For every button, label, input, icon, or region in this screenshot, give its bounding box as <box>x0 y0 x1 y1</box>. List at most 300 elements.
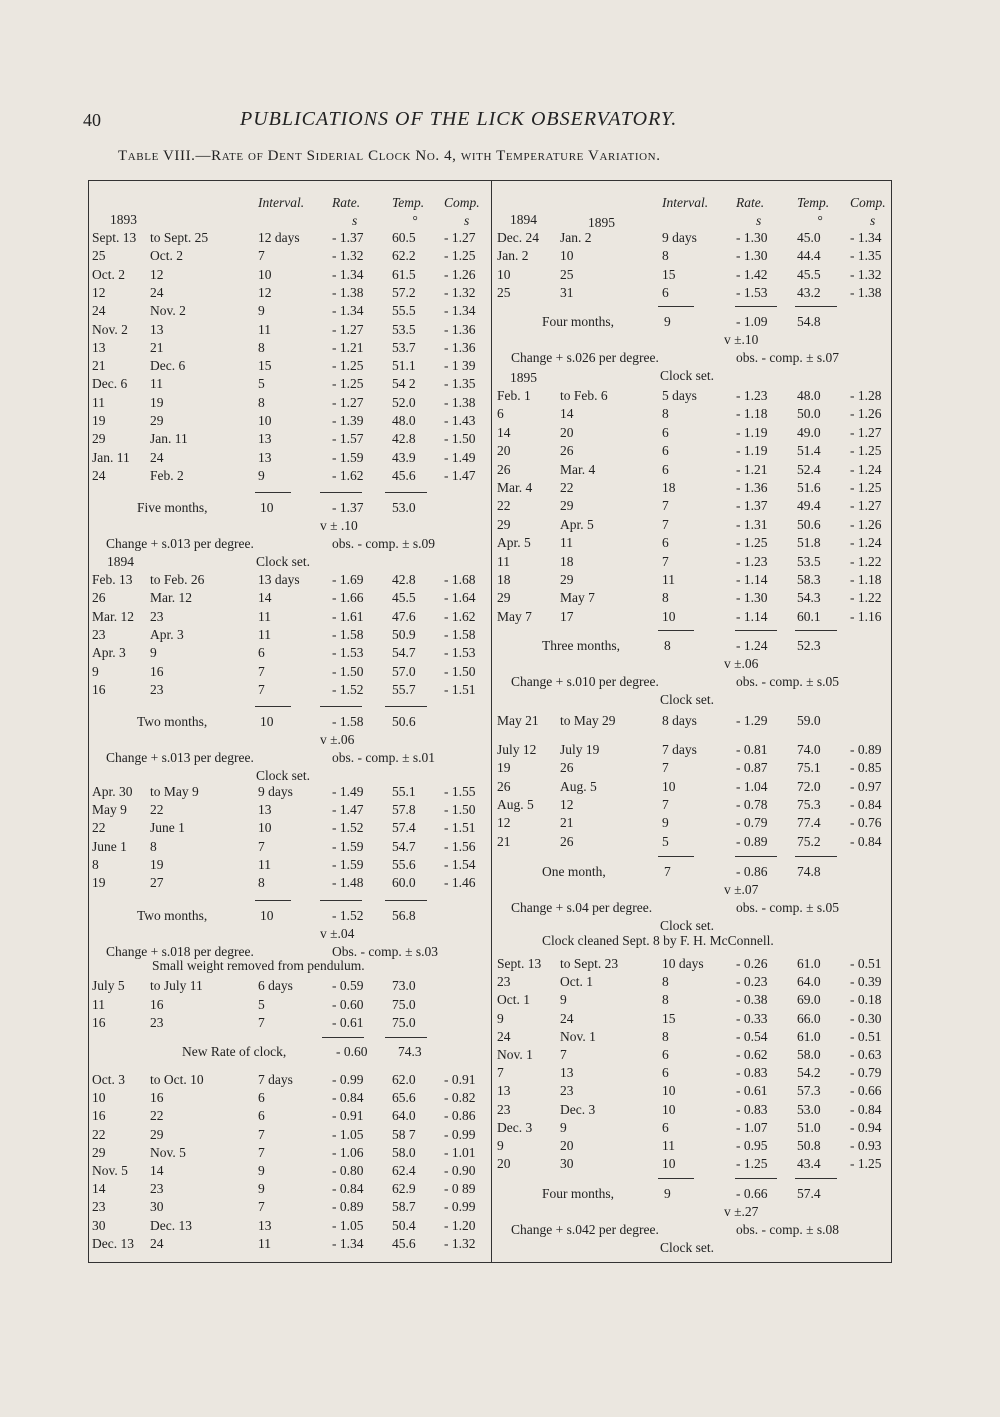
interval-cell: 8 <box>662 590 669 606</box>
from-date: 14 <box>92 1181 106 1197</box>
interval-cell: 9 days <box>662 230 697 245</box>
temp-cell: 43.2 <box>797 284 821 300</box>
year-label: 1894 <box>510 212 537 227</box>
interval-cell: 6 <box>662 443 669 459</box>
from-date: Oct. 1 <box>497 992 530 1008</box>
comp-cell: - 1.58 <box>444 626 476 642</box>
interval-cell: 5 days <box>662 388 697 403</box>
rate-cell: - 1.36 <box>736 480 768 495</box>
temp-cell: 61.0 <box>797 1028 821 1044</box>
to-date: to Sept. 25 <box>150 230 209 245</box>
comp-cell: - 1.64 <box>444 590 476 606</box>
comp-cell: - 0.82 <box>444 1090 476 1106</box>
interval-cell: 11 <box>662 572 675 587</box>
header-rate: Rate. <box>332 195 361 210</box>
probable-error: v ±.07 <box>724 882 759 897</box>
rate-cell: - 1.53 <box>332 645 364 661</box>
interval-cell: 6 days <box>258 978 293 993</box>
to-date: 29 <box>560 498 574 514</box>
summary-interval: 9 <box>664 1186 671 1201</box>
rate-cell: - 1.58 <box>332 626 364 642</box>
to-date: Dec. 6 <box>150 358 186 374</box>
table-title: Table VIII.—Rate of Dent Siderial Clock No. 4, with Temperature Variation. <box>118 148 661 164</box>
from-date: Aug. 5 <box>497 796 534 812</box>
temp-cell: 42.8 <box>392 572 416 587</box>
rate-cell: - 1.53 <box>736 284 768 300</box>
temp-cell: 75.2 <box>797 833 821 849</box>
temp-cell: 55.5 <box>392 303 416 319</box>
rate-cell: - 1.37 <box>736 498 768 514</box>
interval-cell: 7 days <box>662 742 697 757</box>
to-date: 23 <box>560 1083 574 1099</box>
to-date: 16 <box>150 1090 164 1106</box>
rate-cell: - 1.31 <box>736 516 768 532</box>
from-date: Oct. 3 <box>92 1072 125 1087</box>
temp-cell: 58.3 <box>797 572 821 587</box>
temp-cell: 55.6 <box>392 856 416 872</box>
to-date: 23 <box>150 608 164 624</box>
to-date: 27 <box>150 875 164 890</box>
comp-cell: - 1.34 <box>444 303 476 319</box>
from-date: 9 <box>497 1138 504 1153</box>
to-date: 20 <box>560 1138 574 1153</box>
comp-cell: - 1.27 <box>850 424 882 440</box>
from-date: 19 <box>92 875 106 890</box>
comp-cell: - 0 89 <box>444 1181 476 1197</box>
rate-cell: - 1.48 <box>332 875 364 890</box>
rate-cell: - 0.81 <box>736 742 768 757</box>
comp-cell: - 1.24 <box>850 535 882 551</box>
unit-comp: s <box>464 213 470 228</box>
rate-cell: - 1.34 <box>332 303 364 319</box>
temp-cell: 57.4 <box>392 820 416 836</box>
rate-cell: - 1.57 <box>332 431 364 447</box>
comp-cell: - 1.36 <box>444 339 476 355</box>
rate-cell: - 1.14 <box>736 608 768 624</box>
year-label: 1895 <box>510 370 537 385</box>
interval-cell: 7 <box>662 760 669 776</box>
rate-cell: - 1.62 <box>332 467 364 483</box>
interval-cell: 11 <box>662 1138 675 1153</box>
from-date: Nov. 2 <box>92 321 128 337</box>
to-date: 10 <box>560 248 574 264</box>
temp-cell: 77.4 <box>797 815 821 831</box>
comp-cell: - 1.20 <box>444 1217 476 1233</box>
to-date: to May 9 <box>150 784 199 799</box>
comp-cell: - 1.34 <box>850 230 882 245</box>
from-date: 21 <box>497 833 511 849</box>
temp-cell: 44.4 <box>797 248 821 264</box>
comp-cell: - 1.27 <box>444 230 476 245</box>
temp-cell: 53.5 <box>797 553 821 569</box>
to-date: 12 <box>150 266 164 282</box>
temp-cell: 62.2 <box>392 248 416 264</box>
temp-cell: 58 7 <box>392 1126 416 1142</box>
interval-cell: 11 <box>258 1235 271 1251</box>
interval-cell: 6 <box>258 1090 265 1106</box>
comp-cell: - 0.51 <box>850 956 882 971</box>
comp-cell: - 0.89 <box>850 742 882 757</box>
comp-cell: - 0.99 <box>444 1199 476 1215</box>
rate-cell: - 1.19 <box>736 424 768 440</box>
comp-cell: - 0.91 <box>444 1072 476 1087</box>
temp-cell: 57.8 <box>392 802 416 818</box>
interval-cell: 10 <box>662 778 676 794</box>
summary-rate: - 1.09 <box>736 314 768 329</box>
unit-comp: s <box>870 213 876 228</box>
probable-error: v ±.06 <box>724 656 759 671</box>
interval-cell: 6 <box>662 461 669 477</box>
to-date: 24 <box>150 284 164 300</box>
to-date: 26 <box>560 443 574 459</box>
temp-cell: 75.0 <box>392 996 416 1012</box>
to-date: 25 <box>560 266 574 282</box>
header-comp: Comp. <box>850 195 886 210</box>
comp-cell: - 1.47 <box>444 467 476 483</box>
summary-label: Three months, <box>542 638 620 653</box>
interval-cell: 7 <box>662 553 669 569</box>
rate-cell: - 1.05 <box>332 1217 364 1233</box>
comp-cell: - 1.50 <box>444 802 476 818</box>
to-date: 14 <box>150 1163 164 1178</box>
change-per-degree: Change + s.013 per degree. <box>106 536 254 551</box>
from-date: 29 <box>497 516 511 532</box>
temp-cell: 72.0 <box>797 778 821 794</box>
interval-cell: 8 <box>662 974 669 990</box>
from-date: 20 <box>497 1156 511 1172</box>
comp-cell: - 0.51 <box>850 1028 882 1044</box>
interval-cell: 6 <box>258 1108 265 1124</box>
summary-rate: - 1.24 <box>736 638 768 653</box>
change-per-degree: Change + s.010 per degree. <box>511 674 659 689</box>
summary-interval: 7 <box>664 864 671 879</box>
from-date: 22 <box>92 820 106 836</box>
probable-error: v ±.27 <box>724 1204 759 1219</box>
temp-cell: 60.1 <box>797 608 821 624</box>
from-date: 30 <box>92 1217 106 1233</box>
to-date: Nov. 2 <box>150 303 186 319</box>
rate-cell: - 1.23 <box>736 553 768 569</box>
interval-cell: 10 <box>258 820 272 836</box>
from-date: 16 <box>92 681 106 697</box>
to-date: Jan. 2 <box>560 230 592 245</box>
interval-cell: 7 <box>258 248 265 264</box>
interval-cell: 9 <box>258 467 265 483</box>
to-date: 16 <box>150 996 164 1012</box>
summary-temp: 53.0 <box>392 500 416 515</box>
temp-cell: 51.0 <box>797 1119 821 1135</box>
temp-cell: 49.0 <box>797 424 821 440</box>
to-date: 24 <box>150 449 164 465</box>
to-date: Nov. 1 <box>560 1028 596 1044</box>
temp-cell: 69.0 <box>797 992 821 1008</box>
comp-cell: - 1.51 <box>444 820 476 836</box>
temp-cell: 51.4 <box>797 443 821 459</box>
new-rate-temp: 74.3 <box>398 1044 422 1059</box>
comp-cell: - 1.56 <box>444 838 476 854</box>
rate-cell: - 0.79 <box>736 815 768 831</box>
to-date: 30 <box>560 1156 574 1172</box>
to-date: 24 <box>560 1010 574 1026</box>
interval-cell: 7 <box>258 838 265 854</box>
rate-cell: - 1.25 <box>332 358 364 374</box>
from-date: 13 <box>92 339 106 355</box>
interval-cell: 8 <box>662 406 669 422</box>
summary-rule <box>795 630 837 631</box>
obs-comp: obs. - comp. ± s.07 <box>736 350 840 365</box>
comp-cell: - 1.25 <box>850 443 882 459</box>
interval-cell: 7 <box>258 1144 265 1160</box>
to-date: 30 <box>150 1199 164 1215</box>
rate-cell: - 1.69 <box>332 572 364 587</box>
year-label: 1893 <box>110 212 137 227</box>
from-date: Jan. 2 <box>497 248 529 264</box>
rate-cell: - 1.32 <box>332 248 364 264</box>
comp-cell: - 1.27 <box>850 498 882 514</box>
interval-cell: 7 <box>662 796 669 812</box>
comp-cell: - 0.97 <box>850 778 882 794</box>
new-rate-label: New Rate of clock, <box>182 1044 287 1059</box>
from-date: 23 <box>92 1199 106 1215</box>
comp-cell: - 1.68 <box>444 572 476 587</box>
change-per-degree: Change + s.013 per degree. <box>106 750 254 765</box>
from-date: Sept. 13 <box>497 956 542 971</box>
comp-cell: - 1.55 <box>444 784 476 799</box>
temp-cell: 45.5 <box>392 590 416 606</box>
to-date: Dec. 13 <box>150 1217 192 1233</box>
to-date: Jan. 11 <box>150 431 188 447</box>
rate-cell: - 1.21 <box>332 339 364 355</box>
rate-cell: - 0.61 <box>736 1083 768 1099</box>
from-date: 24 <box>92 303 106 319</box>
rate-cell: - 0.33 <box>736 1010 768 1026</box>
from-date: July 5 <box>92 978 125 993</box>
to-date: Oct. 1 <box>560 974 593 990</box>
header-temp: Temp. <box>392 195 425 210</box>
comp-cell: - 0.79 <box>850 1065 882 1081</box>
temp-cell: 47.6 <box>392 608 416 624</box>
rate-cell: - 1.27 <box>332 394 364 410</box>
summary-interval: 9 <box>664 314 671 329</box>
to-date: 9 <box>150 645 157 661</box>
interval-cell: 10 <box>258 266 272 282</box>
summary-rate: - 1.58 <box>332 714 364 729</box>
from-date: 12 <box>92 284 106 300</box>
temp-cell: 58.0 <box>392 1144 416 1160</box>
temp-cell: 74.0 <box>797 742 821 757</box>
comp-cell: - 1.32 <box>444 1235 476 1251</box>
temp-cell: 50.9 <box>392 626 416 642</box>
rate-cell: - 1.30 <box>736 248 768 264</box>
to-date: Aug. 5 <box>560 778 597 794</box>
from-date: May 21 <box>497 713 539 728</box>
summary-rule <box>320 492 362 493</box>
interval-cell: 15 <box>258 358 272 374</box>
from-date: Feb. 1 <box>497 388 531 403</box>
summary-rate: - 1.52 <box>332 908 364 923</box>
interval-cell: 15 <box>662 266 676 282</box>
from-date: 16 <box>92 1108 106 1124</box>
from-date: Apr. 3 <box>92 645 126 661</box>
temp-cell: 54.7 <box>392 838 416 854</box>
rate-cell: - 1.49 <box>332 784 364 799</box>
rate-cell: - 0.84 <box>332 1090 364 1106</box>
unit-temp: ° <box>412 213 418 228</box>
interval-cell: 11 <box>258 856 271 872</box>
temp-cell: 60.5 <box>392 230 416 245</box>
from-date: 20 <box>497 443 511 459</box>
summary-rule <box>795 1178 837 1179</box>
interval-cell: 9 <box>258 1181 265 1197</box>
comp-cell: - 1.62 <box>444 608 476 624</box>
from-date: Dec. 6 <box>92 376 128 392</box>
from-date: May 9 <box>92 802 127 818</box>
change-per-degree: Change + s.026 per degree. <box>511 350 659 365</box>
rate-cell: - 0.83 <box>736 1065 768 1081</box>
temp-cell: 45.6 <box>392 467 416 483</box>
from-date: 29 <box>497 590 511 606</box>
rate-cell: - 1.06 <box>332 1144 364 1160</box>
temp-cell: 55.1 <box>392 784 416 799</box>
to-date: to Feb. 26 <box>150 572 205 587</box>
temp-cell: 54.3 <box>797 590 821 606</box>
from-date: 23 <box>497 1101 511 1117</box>
comp-cell: - 0.93 <box>850 1138 882 1153</box>
summary-temp: 54.8 <box>797 314 821 329</box>
rate-cell: - 1.25 <box>736 1156 768 1172</box>
comp-cell: - 1.26 <box>850 516 882 532</box>
to-date: June 1 <box>150 820 185 836</box>
interval-cell: 9 <box>258 1163 265 1178</box>
temp-cell: 42.8 <box>392 431 416 447</box>
comp-cell: - 1.35 <box>850 248 882 264</box>
to-date: 12 <box>560 796 574 812</box>
rate-cell: - 1.59 <box>332 856 364 872</box>
summary-rule <box>385 492 427 493</box>
summary-rule <box>385 1037 427 1038</box>
interval-cell: 7 <box>258 681 265 697</box>
comp-cell: - 0.94 <box>850 1119 882 1135</box>
temp-cell: 61.5 <box>392 266 416 282</box>
to-date: 13 <box>150 321 164 337</box>
interval-cell: 15 <box>662 1010 676 1026</box>
from-date: Sept. 13 <box>92 230 137 245</box>
comp-cell: - 1 39 <box>444 358 476 374</box>
comp-cell: - 0.66 <box>850 1083 882 1099</box>
rate-cell: - 1.23 <box>736 388 768 403</box>
comp-cell: - 1.38 <box>444 394 476 410</box>
temp-cell: 53.5 <box>392 321 416 337</box>
rate-cell: - 1.05 <box>332 1126 364 1142</box>
comp-cell: - 1.54 <box>444 856 476 872</box>
from-date: 9 <box>497 1010 504 1026</box>
comp-cell: - 1.01 <box>444 1144 476 1160</box>
rate-cell: - 1.42 <box>736 266 768 282</box>
summary-rule <box>735 1178 777 1179</box>
from-date: 6 <box>497 406 504 422</box>
rate-cell: - 1.04 <box>736 778 768 794</box>
summary-rule <box>255 706 291 707</box>
rate-cell: - 1.59 <box>332 449 364 465</box>
to-date: 26 <box>560 833 574 849</box>
from-date: Dec. 13 <box>92 1235 134 1251</box>
interval-cell: 11 <box>258 321 271 337</box>
clock-set-note: Clock set. <box>256 554 310 569</box>
rate-cell: - 0.62 <box>736 1047 768 1062</box>
summary-rule <box>658 1178 694 1179</box>
temp-cell: 52.0 <box>392 394 416 410</box>
summary-rule <box>658 306 694 307</box>
summary-interval: 10 <box>260 714 274 729</box>
temp-cell: 75.1 <box>797 760 821 776</box>
cleaning-note: Clock cleaned Sept. 8 by F. H. McConnell. <box>542 933 774 948</box>
interval-cell: 7 <box>662 516 669 532</box>
rate-cell: - 1.52 <box>332 681 364 697</box>
summary-rule <box>735 856 777 857</box>
rate-cell: - 1.25 <box>332 376 364 392</box>
comp-cell: - 1.50 <box>444 663 476 679</box>
unit-rate: s <box>756 213 762 228</box>
interval-cell: 12 <box>258 284 272 300</box>
temp-cell: 49.4 <box>797 498 821 514</box>
from-date: 18 <box>497 572 511 587</box>
interval-cell: 14 <box>258 590 272 606</box>
to-date: 17 <box>560 608 574 624</box>
to-date: 21 <box>560 815 574 831</box>
to-date: Feb. 2 <box>150 467 184 483</box>
comp-cell: - 0.84 <box>850 796 882 812</box>
temp-cell: 53.0 <box>797 1101 821 1117</box>
to-date: Oct. 2 <box>150 248 183 264</box>
clock-set-note: Clock set. <box>660 1240 714 1255</box>
temp-cell: 50.6 <box>797 516 821 532</box>
to-date: 23 <box>150 681 164 697</box>
interval-cell: 8 <box>258 875 265 890</box>
running-head: PUBLICATIONS OF THE LICK OBSERVATORY. <box>240 108 678 130</box>
interval-cell: 8 <box>662 248 669 264</box>
summary-temp: 50.6 <box>392 714 416 729</box>
interval-cell: 12 days <box>258 230 300 245</box>
comp-cell: - 1.32 <box>850 266 882 282</box>
year-label: 1894 <box>107 554 134 569</box>
to-date: 29 <box>560 572 574 587</box>
comp-cell: - 0.99 <box>444 1126 476 1142</box>
to-date: 26 <box>560 760 574 776</box>
interval-cell: 7 <box>258 1199 265 1215</box>
temp-cell: 48.0 <box>797 388 821 403</box>
temp-cell: 58.7 <box>392 1199 416 1215</box>
probable-error: v ±.06 <box>320 732 355 747</box>
interval-cell: 9 <box>662 815 669 831</box>
to-date: Nov. 5 <box>150 1144 186 1160</box>
comp-cell: - 1.22 <box>850 553 882 569</box>
to-date: July 19 <box>560 742 600 757</box>
from-date: 11 <box>92 996 105 1012</box>
rate-cell: - 1.39 <box>332 413 364 428</box>
change-per-degree: Change + s.04 per degree. <box>511 900 653 915</box>
summary-rate: - 0.86 <box>736 864 768 879</box>
rate-cell: - 1.30 <box>736 230 768 245</box>
from-date: 24 <box>92 467 106 483</box>
interval-cell: 8 <box>662 1028 669 1044</box>
probable-error: v ±.04 <box>320 926 355 941</box>
comp-cell: - 1.50 <box>444 431 476 447</box>
temp-cell: 45.5 <box>797 266 821 282</box>
summary-rule <box>255 900 291 901</box>
rate-cell: - 1.07 <box>736 1119 768 1135</box>
interval-cell: 13 <box>258 1217 272 1233</box>
temp-cell: 50.0 <box>797 406 821 422</box>
